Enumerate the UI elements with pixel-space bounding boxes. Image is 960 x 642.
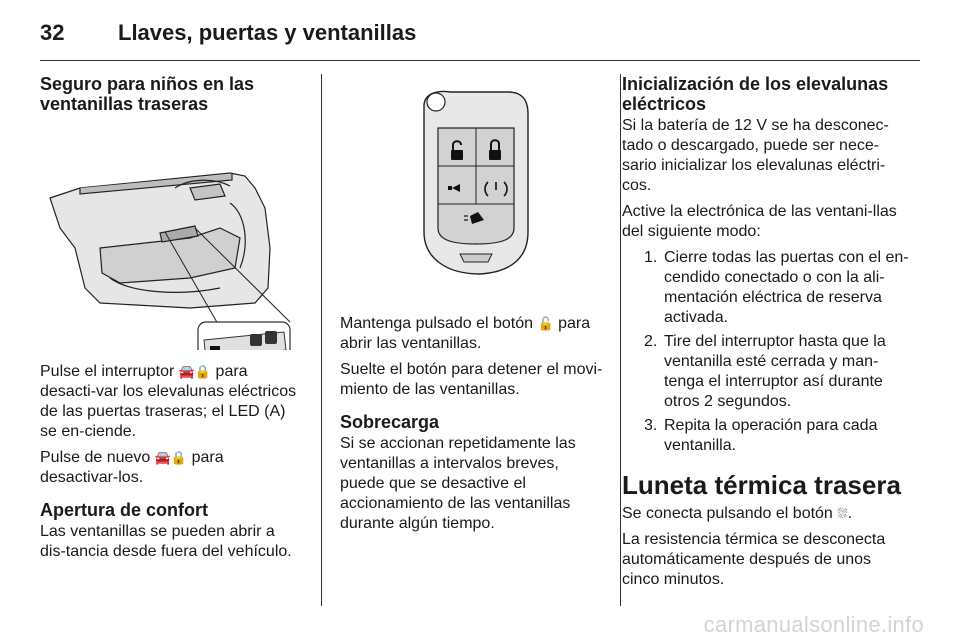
led-indicator (210, 346, 220, 350)
page-header (40, 14, 920, 61)
chapter-title: Llaves, puertas y ventanillas (118, 20, 417, 45)
rear-defrost-icon: ⛆ (837, 506, 848, 521)
heading-overload: Sobrecarga (340, 412, 440, 432)
unlock-icon: 🔓 (537, 316, 554, 331)
step-number: 1. (644, 249, 658, 266)
child-lock-icon: 🚘🔒 (178, 364, 212, 379)
heading-rear-window-defogger: Luneta térmica trasera (622, 470, 901, 500)
text: Mantenga pulsado el botón (340, 315, 538, 332)
column-divider (321, 74, 322, 606)
paragraph: Si se accionan repetidamente las ventanillas a intervalos breves, puede que se desactive el accionamiento de las ventanillas durante algún tiempo. (340, 435, 576, 532)
paragraph: Las ventanillas se pueden abrir a dis-tancia desde fuera del vehículo. (40, 523, 292, 560)
column-1 (40, 74, 302, 568)
text: para abrir las ventanillas. (340, 315, 591, 352)
text: Se conecta pulsando el botón (622, 505, 838, 522)
paragraph (40, 362, 302, 442)
door-panel-figure (40, 128, 302, 350)
column-2 (340, 74, 604, 540)
door-panel-drawing (50, 173, 270, 308)
watermark: carmanualsonline.info (703, 612, 924, 637)
list-item (622, 248, 912, 328)
child-lock-switch (250, 334, 262, 346)
heading-line: ventanillas traseras (40, 94, 209, 114)
paragraph (622, 504, 912, 524)
page-number: 32 (40, 20, 65, 45)
text: Pulse el interruptor (40, 363, 179, 380)
paragraph (340, 314, 604, 354)
heading-line: Inicialización de los elevalunas (622, 74, 889, 94)
step-text: Tire del interruptor hasta que la ventanilla esté cerrada y man-tenga el interruptor así durante otros 2 segundos. (664, 333, 886, 410)
paragraph (40, 448, 302, 488)
list-item (622, 332, 912, 412)
text: para desactivar-los. (40, 449, 224, 486)
fob-slot (460, 254, 492, 262)
heading-comfort-opening: Apertura de confort (40, 500, 209, 520)
child-lock-switch (265, 331, 277, 344)
text: para desacti-var los elevalunas eléctricos de las puertas traseras; el LED (A) se en-ciende. (40, 363, 297, 440)
step-number: 2. (644, 333, 658, 350)
paragraph: La resistencia térmica se desconecta automáticamente después de unos cinco minutos. (622, 531, 886, 588)
text: . (847, 505, 853, 522)
heading-line: Seguro para niños en las (40, 74, 255, 94)
step-number: 3. (644, 417, 658, 434)
heading-child-lock (40, 74, 302, 114)
heading-line: eléctricos (622, 94, 707, 114)
text: Pulse de nuevo (40, 449, 155, 466)
paragraph: Active la electrónica de las ventani-llas del siguiente modo: (622, 203, 897, 240)
column-3 (622, 74, 912, 596)
paragraph: Suelte el botón para detener el movi-miento de las ventanillas. (340, 361, 603, 398)
steps-list (622, 248, 912, 456)
child-lock-icon: 🚘🔒 (154, 450, 188, 465)
heading-initialization (622, 74, 912, 114)
step-text: Repita la operación para cada ventanilla. (664, 417, 878, 454)
key-ring-hole (427, 93, 445, 111)
paragraph: Si la batería de 12 V se ha desconec-tado o descargado, puede ser nece-sario inicializar los elevalunas eléctri-cos. (622, 117, 889, 194)
list-item (622, 416, 912, 456)
step-text: Cierre todas las puertas con el en-cendido conectado o con la ali-mentación eléctrica de reserva activada. (664, 249, 909, 326)
key-fob-figure (340, 82, 604, 304)
column-divider (620, 74, 621, 606)
